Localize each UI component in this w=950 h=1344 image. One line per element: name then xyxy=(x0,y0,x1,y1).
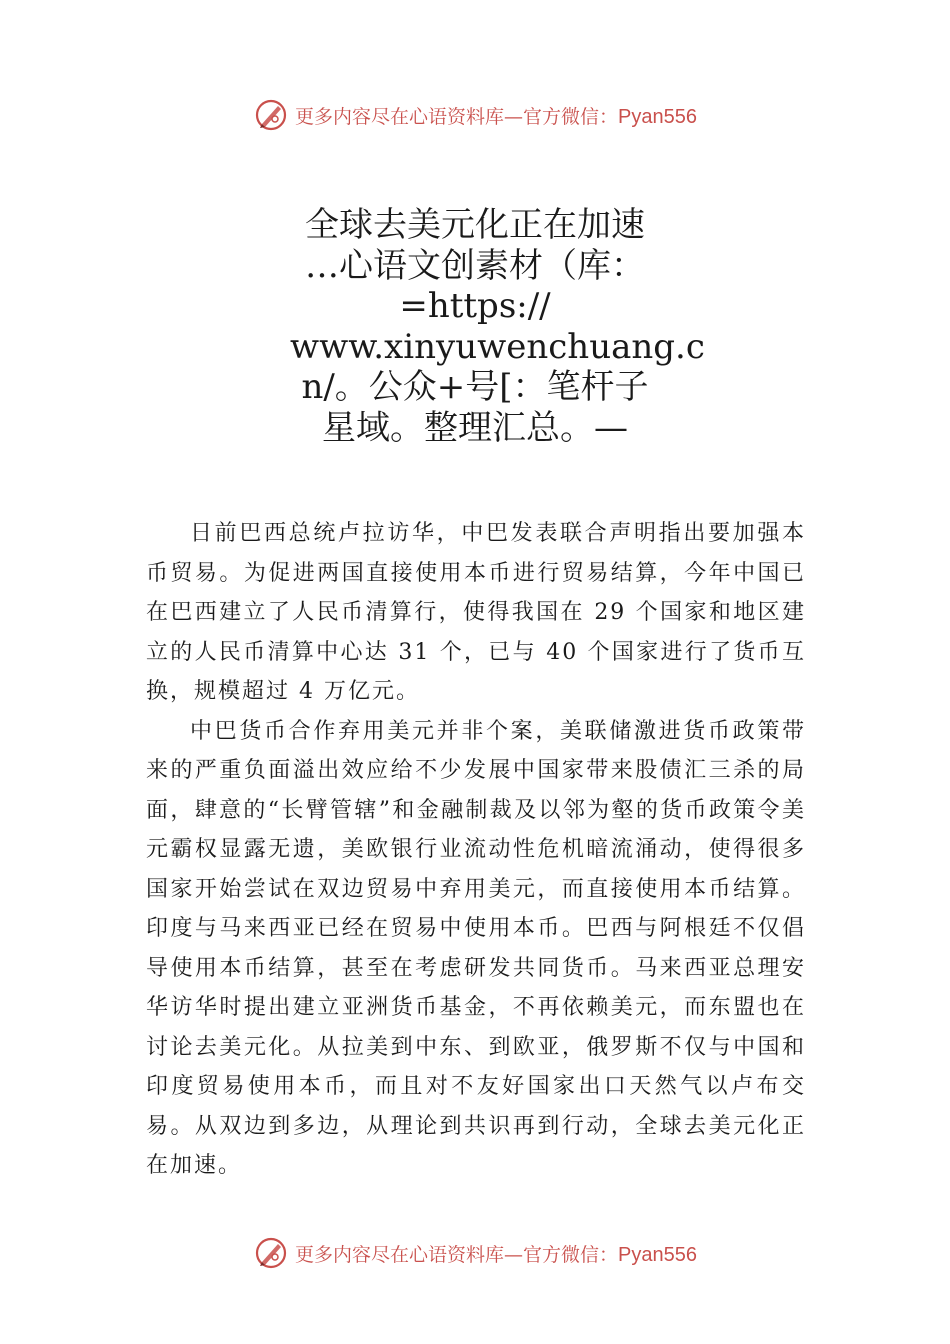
pen-logo-icon xyxy=(253,1235,289,1271)
watermark-text xyxy=(295,102,697,129)
header-watermark xyxy=(0,95,950,135)
title-line: 全球去美元化正在加速 xyxy=(305,205,645,245)
footer-watermark xyxy=(0,1233,950,1273)
watermark-label: 更多内容尽在心语资料库—官方微信： xyxy=(295,105,619,128)
pen-logo-icon xyxy=(253,97,289,133)
document-body xyxy=(146,514,806,1186)
title-line: n/。公众+号[：笔杆子 xyxy=(301,367,649,407)
watermark-wechat-id: Pyan556 xyxy=(618,1243,697,1266)
title-line: www.xinyuwenchuang.c xyxy=(290,326,705,367)
paragraph-2: 中巴货币合作弃用美元并非个案，美联储激进货币政策带来的严重负面溢出效应给不少发展中国家带来股债汇三杀的局面，肆意的“长臂管辖”和金融制裁及以邻为壑的货币政策令美元霸权显露无遗，美欧银行业流动性危机暗流涌动，使得很多国家开始尝试在双边贸易中弃用美元，而直接使用本币结算。印度与马来西亚已经在贸易中使用本币。巴西与阿根廷不仅倡导使用本币结算，甚至在考虑研发共同货币。马来西亚总理安华访华时提出建立亚洲货币基金，不再依赖美元，而东盟也在讨论去美元化。从拉美到中东、到欧亚，俄罗斯不仅与中国和印度贸易使用本币，而且对不友好国家出口天然气以卢布交易。从双边到多边，从理论到共识再到行动，全球去美元化正在加速。 xyxy=(146,718,806,1178)
watermark-wechat-id: Pyan556 xyxy=(618,105,697,128)
title-line: 星域。整理汇总。— xyxy=(322,407,628,448)
document-title xyxy=(290,205,705,448)
paragraph-1: 日前巴西总统卢拉访华，中巴发表联合声明指出要加强本币贸易。为促进两国直接使用本币进行贸易结算，今年中国已在巴西建立了人民币清算行，使得我国在 29 个国家和地区建立的人民币清算中心达 31 个，已与 40 个国家进行了货币互换，规模超过 4 万亿元。 xyxy=(146,521,806,704)
watermark-label: 更多内容尽在心语资料库—官方微信： xyxy=(295,1243,619,1266)
title-line: =https:// xyxy=(399,286,551,326)
watermark-text xyxy=(295,1240,697,1267)
title-line: …心语文创素材（库： xyxy=(305,245,645,286)
